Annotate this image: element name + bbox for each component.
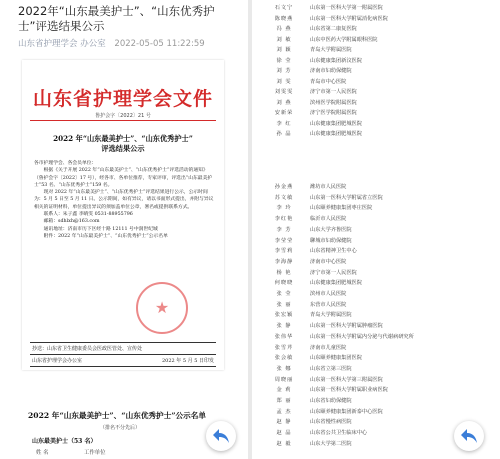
footer-cc: 抄送：山东省卫生健康委员会医政医管处、宣传处 — [32, 346, 143, 352]
seal-star-icon: ★ — [154, 298, 170, 317]
list-item — [266, 15, 496, 25]
work-unit: 山东颐养健康集团枣庄医院 — [310, 205, 373, 212]
work-unit: 山东省立第三医院 — [310, 365, 352, 372]
list-item — [266, 67, 496, 77]
person-name: 张伟华 — [274, 333, 294, 340]
list-item — [266, 365, 496, 375]
work-unit: 山东省妇幼保健院 — [310, 398, 352, 404]
document-paragraph: 联系人：朱子鑫 李晴雯 0531-88955796 — [43, 212, 133, 218]
person-name: 张 娜 — [276, 365, 292, 372]
footer-rule-bottom — [30, 366, 216, 367]
back-arrow-icon — [212, 428, 230, 444]
list-item — [266, 397, 496, 407]
list-item — [266, 290, 496, 300]
work-unit: 东营市人民医院 — [310, 301, 347, 308]
list-item — [266, 109, 496, 119]
work-unit: 山东健康集团肥城医院 — [310, 280, 362, 287]
person-name: 杨 艳 — [276, 269, 292, 276]
person-name: 赵 晶 — [276, 430, 292, 437]
person-name: 张宏颖 — [274, 312, 294, 319]
document-number: 鲁护会字〔2022〕21 号 — [95, 113, 151, 119]
person-name: 苏文敏 — [274, 194, 294, 201]
work-unit: 青岛大学附属医院 — [310, 47, 352, 53]
list-item — [266, 204, 496, 214]
list-item — [266, 386, 496, 396]
person-name: 徐 莹 — [276, 57, 292, 64]
person-name: 安新荣 — [274, 110, 294, 116]
column-name-header: 姓 名 — [36, 450, 49, 456]
person-name: 李 玲 — [276, 205, 292, 212]
person-name: 张 丽 — [276, 301, 292, 308]
list-item — [266, 408, 496, 418]
person-name: 孙金燕 — [274, 184, 294, 190]
list-item — [266, 354, 496, 364]
work-unit: 山东颐养健康集团医院 — [310, 355, 362, 362]
person-name: 张雪芹 — [274, 344, 294, 351]
person-name: 刘 敏 — [276, 36, 292, 43]
article-meta — [18, 37, 205, 49]
work-unit: 山东第一医科大学附属省立医院 — [310, 194, 383, 201]
work-unit: 山东颐养健康集团新泰中心医院 — [310, 408, 383, 415]
right-list-panel — [252, 0, 500, 459]
work-unit: 济宁市第一人民医院 — [310, 269, 357, 276]
work-unit: 山东健康集团肥城医院 — [310, 131, 362, 137]
article-author[interactable]: 山东省护理学会 办公室 — [18, 39, 106, 49]
document-header: 山东省护理学会文件 — [32, 88, 213, 110]
work-unit: 济南市中心医院 — [310, 258, 347, 265]
list-item — [266, 258, 496, 268]
back-button-right[interactable] — [454, 421, 484, 451]
person-name: 李红艳 — [274, 216, 294, 223]
list-item — [266, 269, 496, 279]
section-heading: 山东最美护士（53 名） — [32, 438, 97, 445]
person-name: 刘 雯 — [276, 78, 292, 85]
document-title — [32, 134, 214, 154]
list-item — [266, 344, 496, 354]
left-article-panel — [0, 0, 248, 459]
column-org-header: 工作单位 — [84, 450, 106, 456]
work-unit: 山东大学齐鲁医院 — [310, 226, 352, 233]
list-item — [266, 78, 496, 88]
work-unit: 青岛市中心医院 — [310, 78, 347, 85]
document-paragraph: 各市护理学会、各会员单位： — [34, 161, 97, 166]
person-name: 赵 静 — [276, 419, 292, 426]
work-unit: 济宁市第一人民医院 — [310, 89, 357, 95]
person-name: 李 红 — [276, 120, 292, 127]
list-item — [266, 99, 496, 109]
person-name: 陈晓燕 — [274, 15, 294, 22]
person-name: 冯 燕 — [276, 26, 292, 32]
work-unit: 潍坊市人民医院 — [310, 184, 347, 190]
work-unit: 临沂市人民医院 — [310, 216, 347, 223]
footer-rule-mid — [30, 354, 216, 355]
list-item — [266, 183, 496, 193]
work-unit: 青岛大学附属医院 — [310, 312, 352, 319]
document-paragraph: 通讯地址：济南市历下区经十路 12111 号中润世纪城 — [43, 226, 158, 232]
person-name: 刘 颖 — [276, 47, 292, 53]
list-item — [266, 301, 496, 311]
list-item — [266, 279, 496, 289]
list-item — [266, 88, 496, 98]
person-name: 郑 丽 — [276, 398, 292, 404]
article-timestamp: 2022-05-05 11:22:59 — [114, 39, 205, 49]
work-unit: 滨州市人民医院 — [310, 291, 347, 297]
document-paragraph: 附件：2022 年“山东最美护士”、“山东优秀护士”公示名单 — [43, 233, 168, 239]
official-seal — [136, 282, 188, 334]
article-title: 2022年“山东最美护士”、“山东优秀护士”评选结果公示 — [18, 4, 215, 33]
person-name: 赵 毅 — [276, 440, 292, 447]
person-name: 刘 芳 — [276, 68, 292, 74]
work-unit: 山东大学第二医院 — [310, 440, 352, 447]
document-paragraph: 邮箱：sdhlxh@163.com — [43, 219, 100, 225]
list-item — [266, 322, 496, 332]
work-unit: 山东第一医科大学第三附属医院 — [310, 376, 383, 383]
document-title-line1: 2022 年“山东最美护士”、“山东优秀护士” — [53, 134, 193, 143]
document-image — [22, 60, 224, 370]
work-unit: 山东省公共卫生临床中心 — [310, 430, 368, 437]
list-item — [266, 46, 496, 56]
work-unit: 山东中医药大学附属眼科医院 — [310, 36, 378, 43]
person-name: 李海静 — [274, 258, 294, 265]
list-item — [266, 237, 496, 247]
list-item — [266, 311, 496, 321]
list-subtitle: （排名不分先后） — [100, 425, 141, 431]
person-name: 石文宁 — [274, 5, 294, 11]
list-item — [266, 194, 496, 204]
work-unit: 山东第一医科大学附属内分泌与代谢病研究所 — [310, 333, 414, 340]
work-unit: 山东省第二康复医院 — [310, 26, 357, 32]
document-paragraph: 根据《关于开展 2022 年“山东最美护士”、“山东优秀护士”评选活动的通知》（鲁护会字〔2022〕17 号），经各市、各单位推荐，专家评审，评选出“山东最美护士”53 名、“山东优秀护士”159 名。 — [34, 168, 213, 188]
person-name: 李雪莉 — [274, 248, 294, 255]
person-name: 李 芳 — [276, 226, 292, 233]
footer-rule-top — [30, 342, 216, 343]
work-unit: 济南市儿童医院 — [310, 344, 347, 351]
list-item — [266, 4, 496, 14]
footer-date: 2022 年 5 月 5 日印发 — [161, 358, 214, 364]
document-body — [34, 160, 214, 240]
person-name: 孙 晶 — [276, 131, 292, 137]
document-paragraph: 现对 2022 年“山东最美护士”、“山东优秀护士”评选结果进行公示，公示时间为：5 月 5 日至 5 月 11 日。公示期间，如有异议，请以书面形式提出，并附与异议相关的证明材料，单位提出异议的须加盖单位公章，署名或提供联系方式。 — [34, 190, 214, 210]
footer-office-line — [32, 357, 214, 364]
work-unit: 济宁医学院附属医院 — [310, 110, 357, 116]
person-name: 刘 燕 — [276, 99, 292, 106]
back-arrow-icon — [460, 428, 478, 444]
work-unit: 山东省慢性病医院 — [310, 419, 352, 426]
person-name: 张会敏 — [274, 355, 294, 362]
person-name: 李莹莹 — [274, 237, 294, 244]
work-unit: 山东健康集团肥城医院 — [310, 120, 362, 127]
person-name: 孟 杰 — [276, 408, 292, 415]
person-name: 金 莉 — [276, 387, 292, 394]
list-item — [266, 226, 496, 236]
work-unit: 山东第一医科大学第一附属医院 — [310, 5, 383, 11]
list-item — [266, 25, 496, 35]
person-name: 周晓丽 — [274, 376, 294, 383]
work-unit: 济南市妇幼保健院 — [310, 68, 352, 74]
person-name: 何晓晓 — [274, 280, 294, 287]
work-unit: 山东省精神卫生中心 — [310, 248, 357, 255]
list-item — [266, 376, 496, 386]
list-item — [266, 36, 496, 46]
document-title-line2: 评选结果公示 — [101, 144, 145, 153]
list-title: 2022 年“山东最美护士”、“山东优秀护士”公示名单 — [28, 411, 206, 420]
person-name: 张 静 — [276, 323, 292, 330]
list-item — [266, 120, 496, 130]
work-unit: 山东第一医科大学附属消化病医院 — [310, 15, 388, 22]
list-item — [266, 130, 496, 140]
work-unit: 山东健康集团新汶医院 — [310, 57, 362, 64]
list-item — [266, 333, 496, 343]
back-button[interactable] — [206, 421, 236, 451]
person-name: 刘雯雯 — [274, 89, 294, 95]
footer-office: 山东省护理学会办公室 — [32, 358, 83, 364]
list-item — [266, 57, 496, 67]
list-item — [266, 247, 496, 257]
list-item — [266, 215, 496, 225]
work-unit: 聊城市妇幼保健院 — [310, 237, 352, 244]
person-name: 张 莹 — [276, 291, 292, 297]
document-red-rule — [30, 120, 216, 121]
work-unit: 滨州医学院附属医院 — [310, 99, 357, 106]
work-unit: 山东第一医科大学附属职业病医院 — [310, 387, 388, 394]
work-unit: 山东第一医科大学附属肿瘤医院 — [310, 323, 383, 330]
